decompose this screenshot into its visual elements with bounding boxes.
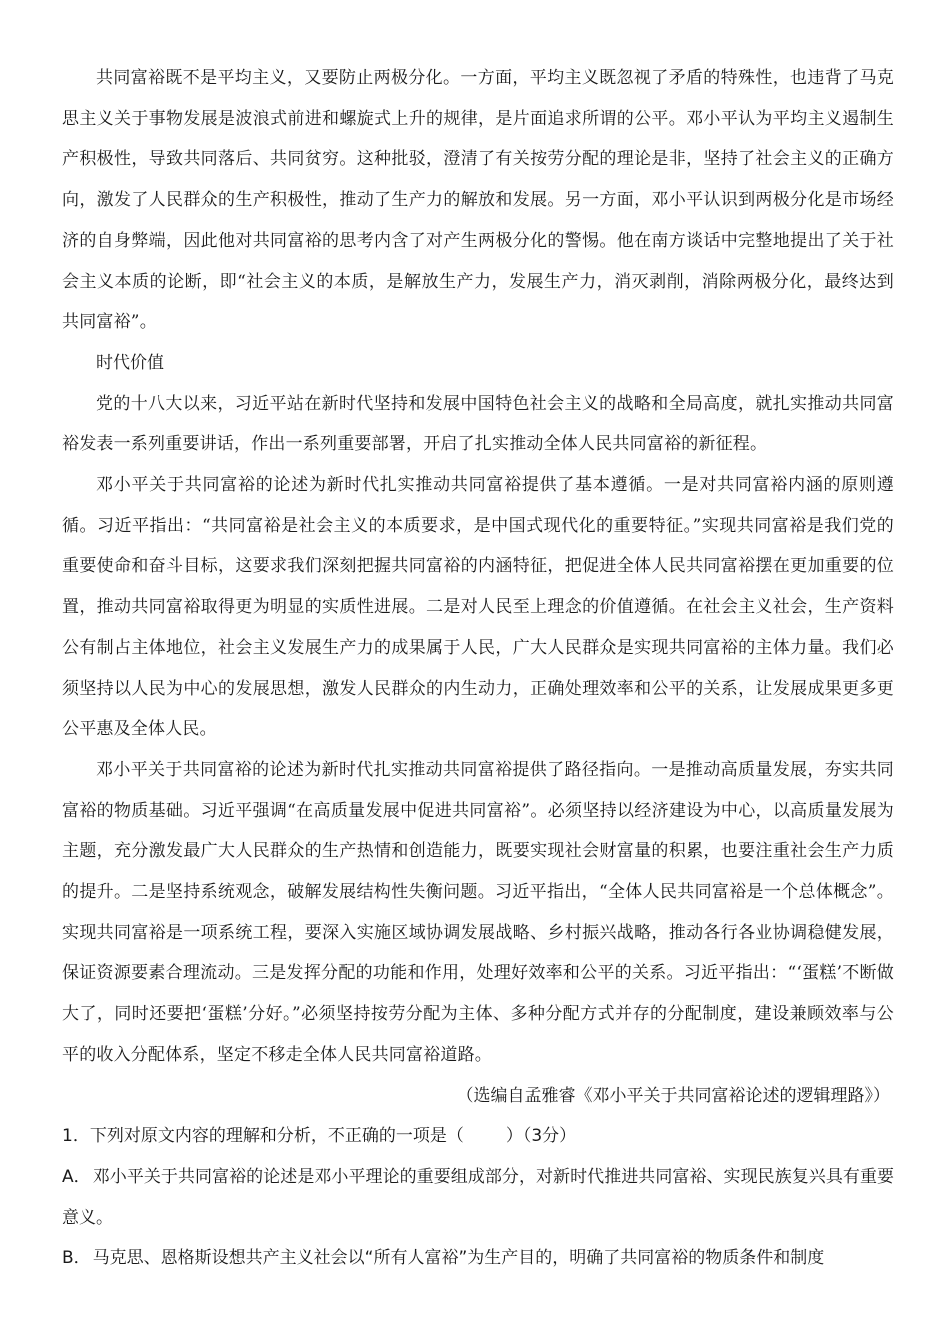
option-b-letter: B． [62, 1248, 91, 1269]
question-stem [62, 1116, 894, 1157]
source-citation: （选编自孟雅睿《邓小平关于共同富裕论述的逻辑理路》） [456, 1085, 890, 1106]
option-a-letter: A． [62, 1166, 91, 1187]
option-a-text: 邓小平关于共同富裕的论述是邓小平理论的重要组成部分，对新时代推进共同富裕、实现民族复兴具有重要意义。 [62, 1166, 894, 1228]
question-number: 1． [62, 1126, 90, 1147]
paragraph-path-direction: 邓小平关于共同富裕的论述为新时代扎实推动共同富裕提供了路径指向。一是推动高质量发展，夯实共同富裕的物质基础。习近平强调“在高质量发展中促进共同富裕”。必须坚持以经济建设为中心，以高质量发展为主题，充分激发最广大人民群众的生产热情和创造能力，既要实现社会财富量的积累，也要注重社会生产力质的提升。二是坚持系统观念，破解发展结构性失衡问题。习近平指出，“全体人民共同富裕是一个总体概念”。实现共同富裕是一项系统工程，要深入实施区域协调发展战略、乡村振兴战略，推动各行各业协调稳健发展，保证资源要素合理流动。三是发挥分配的功能和作用，处理好效率和公平的关系。习近平指出：“‘蛋糕’不断做大了，同时还要把‘蛋糕’分好。”必须坚持按劳分配为主体、多种分配方式并存的分配制度，建设兼顾效率与公平的收入分配体系，坚定不移走全体人民共同富裕道路。 [62, 759, 894, 1065]
option-b-text: 马克思、恩格斯设想共产主义社会以“所有人富裕”为生产目的，明确了共同富裕的物质条件和制度 [92, 1248, 825, 1269]
section-heading: 时代价值 [96, 352, 164, 373]
question-text: 下列对原文内容的理解和分析，不正确的一项是（ [89, 1126, 464, 1147]
option-a [62, 1157, 894, 1238]
paragraph-new-era: 党的十八大以来，习近平站在新时代坚持和发展中国特色社会主义的战略和全局高度，就扎实推动共同富裕发表一系列重要讲话，作出一系列重要部署，开启了扎实推动全体人民共同富裕的新征程。 [62, 393, 894, 455]
question-score: ）（3分） [505, 1126, 577, 1147]
option-b [62, 1238, 894, 1279]
document-page [62, 58, 894, 1279]
paragraph-basic-guidance: 邓小平关于共同富裕的论述为新时代扎实推动共同富裕提供了基本遵循。一是对共同富裕内涵的原则遵循。习近平指出：“共同富裕是社会主义的本质要求，是中国式现代化的重要特征。”实现共同富裕是我们党的重要使命和奋斗目标，这要求我们深刻把握共同富裕的内涵特征，把促进全体人民共同富裕摆在更加重要的位置，推动共同富裕取得更为明显的实质性进展。二是对人民至上理念的价值遵循。在社会主义社会，生产资料公有制占主体地位，社会主义发展生产力的成果属于人民，广大人民群众是实现共同富裕的主体力量。我们必须坚持以人民为中心的发展思想，激发人民群众的内生动力，正确处理效率和公平的关系，让发展成果更多更公平惠及全体人民。 [62, 475, 894, 740]
paragraph-polarization: 共同富裕既不是平均主义，又要防止两极分化。一方面，平均主义既忽视了矛盾的特殊性，也违背了马克思主义关于事物发展是波浪式前进和螺旋式上升的规律，是片面追求所谓的公平。邓小平认为平均主义遏制生产积极性，导致共同落后、共同贫穷。这种批驳，澄清了有关按劳分配的理论是非，坚持了社会主义的正确方向，激发了人民群众的生产积极性，推动了生产力的解放和发展。另一方面，邓小平认识到两极分化是市场经济的自身弊端，因此他对共同富裕的思考内含了对产生两极分化的警惕。他在南方谈话中完整地提出了关于社会主义本质的论断，即“社会主义的本质，是解放生产力，发展生产力，消灭剥削，消除两极分化，最终达到共同富裕”。 [62, 68, 894, 333]
